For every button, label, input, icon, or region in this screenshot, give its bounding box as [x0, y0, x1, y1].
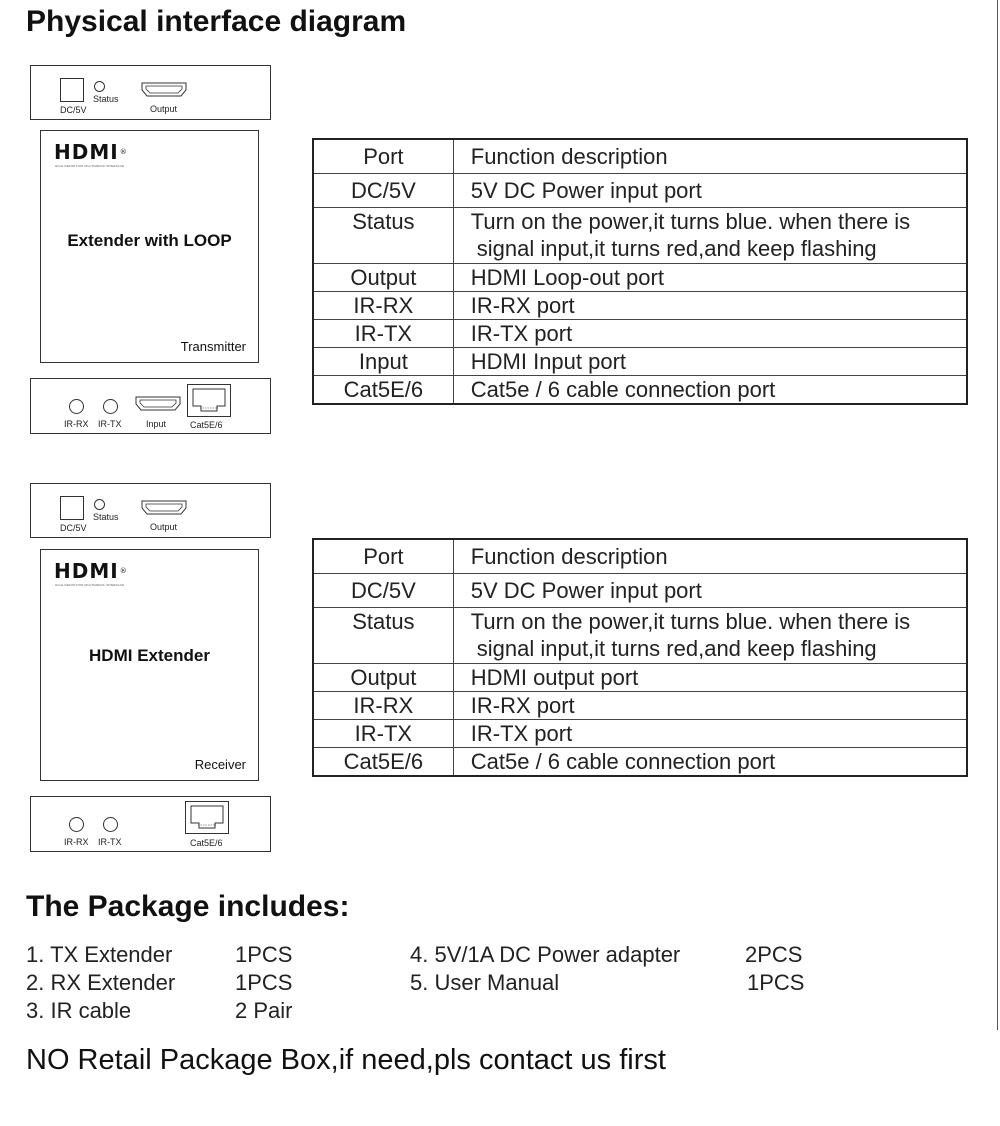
port-cell: Cat5E/6 — [313, 747, 453, 776]
cat-label: Cat5E/6 — [190, 838, 223, 848]
description-cell: 5V DC Power input port — [453, 573, 967, 607]
description-line: Turn on the power,it turns blue. when there is — [470, 209, 911, 234]
port-cell: Output — [313, 263, 453, 291]
description-cell: Cat5e / 6 cable connection port — [453, 375, 967, 404]
output-label: Output — [150, 104, 178, 114]
description-cell — [453, 607, 967, 663]
tx-device-role: Transmitter — [180, 339, 246, 354]
port-cell: IR-TX — [313, 319, 453, 347]
hdmi-logo-tagline: HIGH-DEFINITION MULTIMEDIA INTERFACE — [55, 164, 125, 168]
hdmi-output-port-icon — [141, 500, 187, 516]
package-item-qty: 1PCS — [747, 970, 805, 995]
table-row — [313, 719, 967, 747]
hdmi-logo-tagline: HIGH-DEFINITION MULTIMEDIA INTERFACE — [55, 583, 125, 587]
status-led-icon — [94, 81, 105, 92]
table-row — [313, 691, 967, 719]
page-title: Physical interface diagram — [26, 5, 407, 38]
rx-device-name: HDMI Extender — [89, 646, 210, 665]
table-row — [313, 375, 967, 404]
port-header: Port — [313, 539, 453, 573]
page-edge-rule — [997, 0, 998, 1030]
ir-tx-jack-icon — [103, 817, 118, 832]
package-item-name: 2. RX Extender — [26, 970, 176, 995]
input-label: Input — [146, 419, 167, 429]
port-cell: Cat5E/6 — [313, 375, 453, 404]
port-cell: DC/5V — [313, 173, 453, 207]
status-label: Status — [93, 94, 119, 104]
package-item-qty: 2PCS — [745, 942, 803, 967]
rx-port-table — [312, 538, 968, 777]
rx-top-panel — [30, 483, 271, 538]
dc-label: DC/5V — [60, 105, 87, 115]
package-title: The Package includes: — [26, 890, 350, 923]
description-header: Function description — [453, 539, 967, 573]
description-cell: Cat5e / 6 cable connection port — [453, 747, 967, 776]
port-cell: IR-TX — [313, 719, 453, 747]
port-cell: IR-RX — [313, 291, 453, 319]
table-row — [313, 573, 967, 607]
ir-rx-jack-icon — [69, 817, 84, 832]
hdmi-input-port-icon — [135, 396, 181, 412]
port-cell: Status — [313, 207, 453, 263]
table-row — [313, 347, 967, 375]
port-cell: Status — [313, 607, 453, 663]
port-cell: DC/5V — [313, 573, 453, 607]
package-item-qty: 2 Pair — [235, 998, 293, 1023]
table-row — [313, 173, 967, 207]
port-cell: IR-RX — [313, 691, 453, 719]
package-item-name: 1. TX Extender — [26, 942, 173, 967]
ir-tx-label: IR-TX — [98, 837, 122, 847]
table-row — [313, 663, 967, 691]
description-cell: HDMI Input port — [453, 347, 967, 375]
table-row — [313, 291, 967, 319]
table-row — [313, 319, 967, 347]
description-line: signal input,it turns red,and keep flashing — [476, 636, 877, 661]
table-header-row — [313, 139, 967, 173]
hdmi-logo: HDMI® — [54, 559, 128, 583]
tx-bottom-panel — [30, 378, 271, 434]
table-header-row — [313, 539, 967, 573]
tx-device-name: Extender with LOOP — [67, 231, 232, 250]
description-line: Turn on the power,it turns blue. when there is — [470, 609, 911, 634]
retail-box-note: NO Retail Package Box,if need,pls contact us first — [26, 1044, 666, 1076]
rj45-port-icon — [187, 384, 231, 417]
port-header: Port — [313, 139, 453, 173]
tx-top-panel — [30, 65, 271, 120]
hdmi-logo: HDMI® — [54, 140, 128, 164]
status-label: Status — [93, 512, 119, 522]
table-row — [313, 207, 967, 263]
rx-bottom-panel — [30, 796, 271, 852]
table-row — [313, 747, 967, 776]
port-cell: Output — [313, 663, 453, 691]
dc-power-jack-icon — [60, 78, 84, 102]
tx-device-front — [40, 130, 259, 363]
description-header: Function description — [453, 139, 967, 173]
ir-tx-label: IR-TX — [98, 419, 122, 429]
description-cell: IR-RX port — [453, 291, 967, 319]
description-cell — [453, 207, 967, 263]
ir-rx-jack-icon — [69, 399, 84, 414]
hdmi-output-port-icon — [141, 82, 187, 98]
status-led-icon — [94, 499, 105, 510]
ir-rx-label: IR-RX — [64, 837, 89, 847]
table-row — [313, 263, 967, 291]
description-cell: IR-TX port — [453, 319, 967, 347]
rx-device-role: Receiver — [194, 757, 246, 772]
package-item-qty: 1PCS — [235, 942, 293, 967]
description-line: signal input,it turns red,and keep flashing — [476, 236, 877, 261]
ir-rx-label: IR-RX — [64, 419, 89, 429]
port-cell: Input — [313, 347, 453, 375]
ir-tx-jack-icon — [103, 399, 118, 414]
package-item-name: 4. 5V/1A DC Power adapter — [410, 942, 681, 967]
package-item-name: 3. IR cable — [26, 998, 132, 1023]
rx-device-front — [40, 549, 259, 781]
tx-port-table — [312, 138, 968, 405]
table-row — [313, 607, 967, 663]
output-label: Output — [150, 522, 178, 532]
dc-label: DC/5V — [60, 523, 87, 533]
description-cell: HDMI Loop-out port — [453, 263, 967, 291]
dc-power-jack-icon — [60, 496, 84, 520]
package-item-qty: 1PCS — [235, 970, 293, 995]
description-cell: 5V DC Power input port — [453, 173, 967, 207]
cat-label: Cat5E/6 — [190, 420, 223, 430]
package-item-name: 5. User Manual — [410, 970, 560, 995]
description-cell: HDMI output port — [453, 663, 967, 691]
description-cell: IR-TX port — [453, 719, 967, 747]
rj45-port-icon — [185, 801, 229, 834]
description-cell: IR-RX port — [453, 691, 967, 719]
